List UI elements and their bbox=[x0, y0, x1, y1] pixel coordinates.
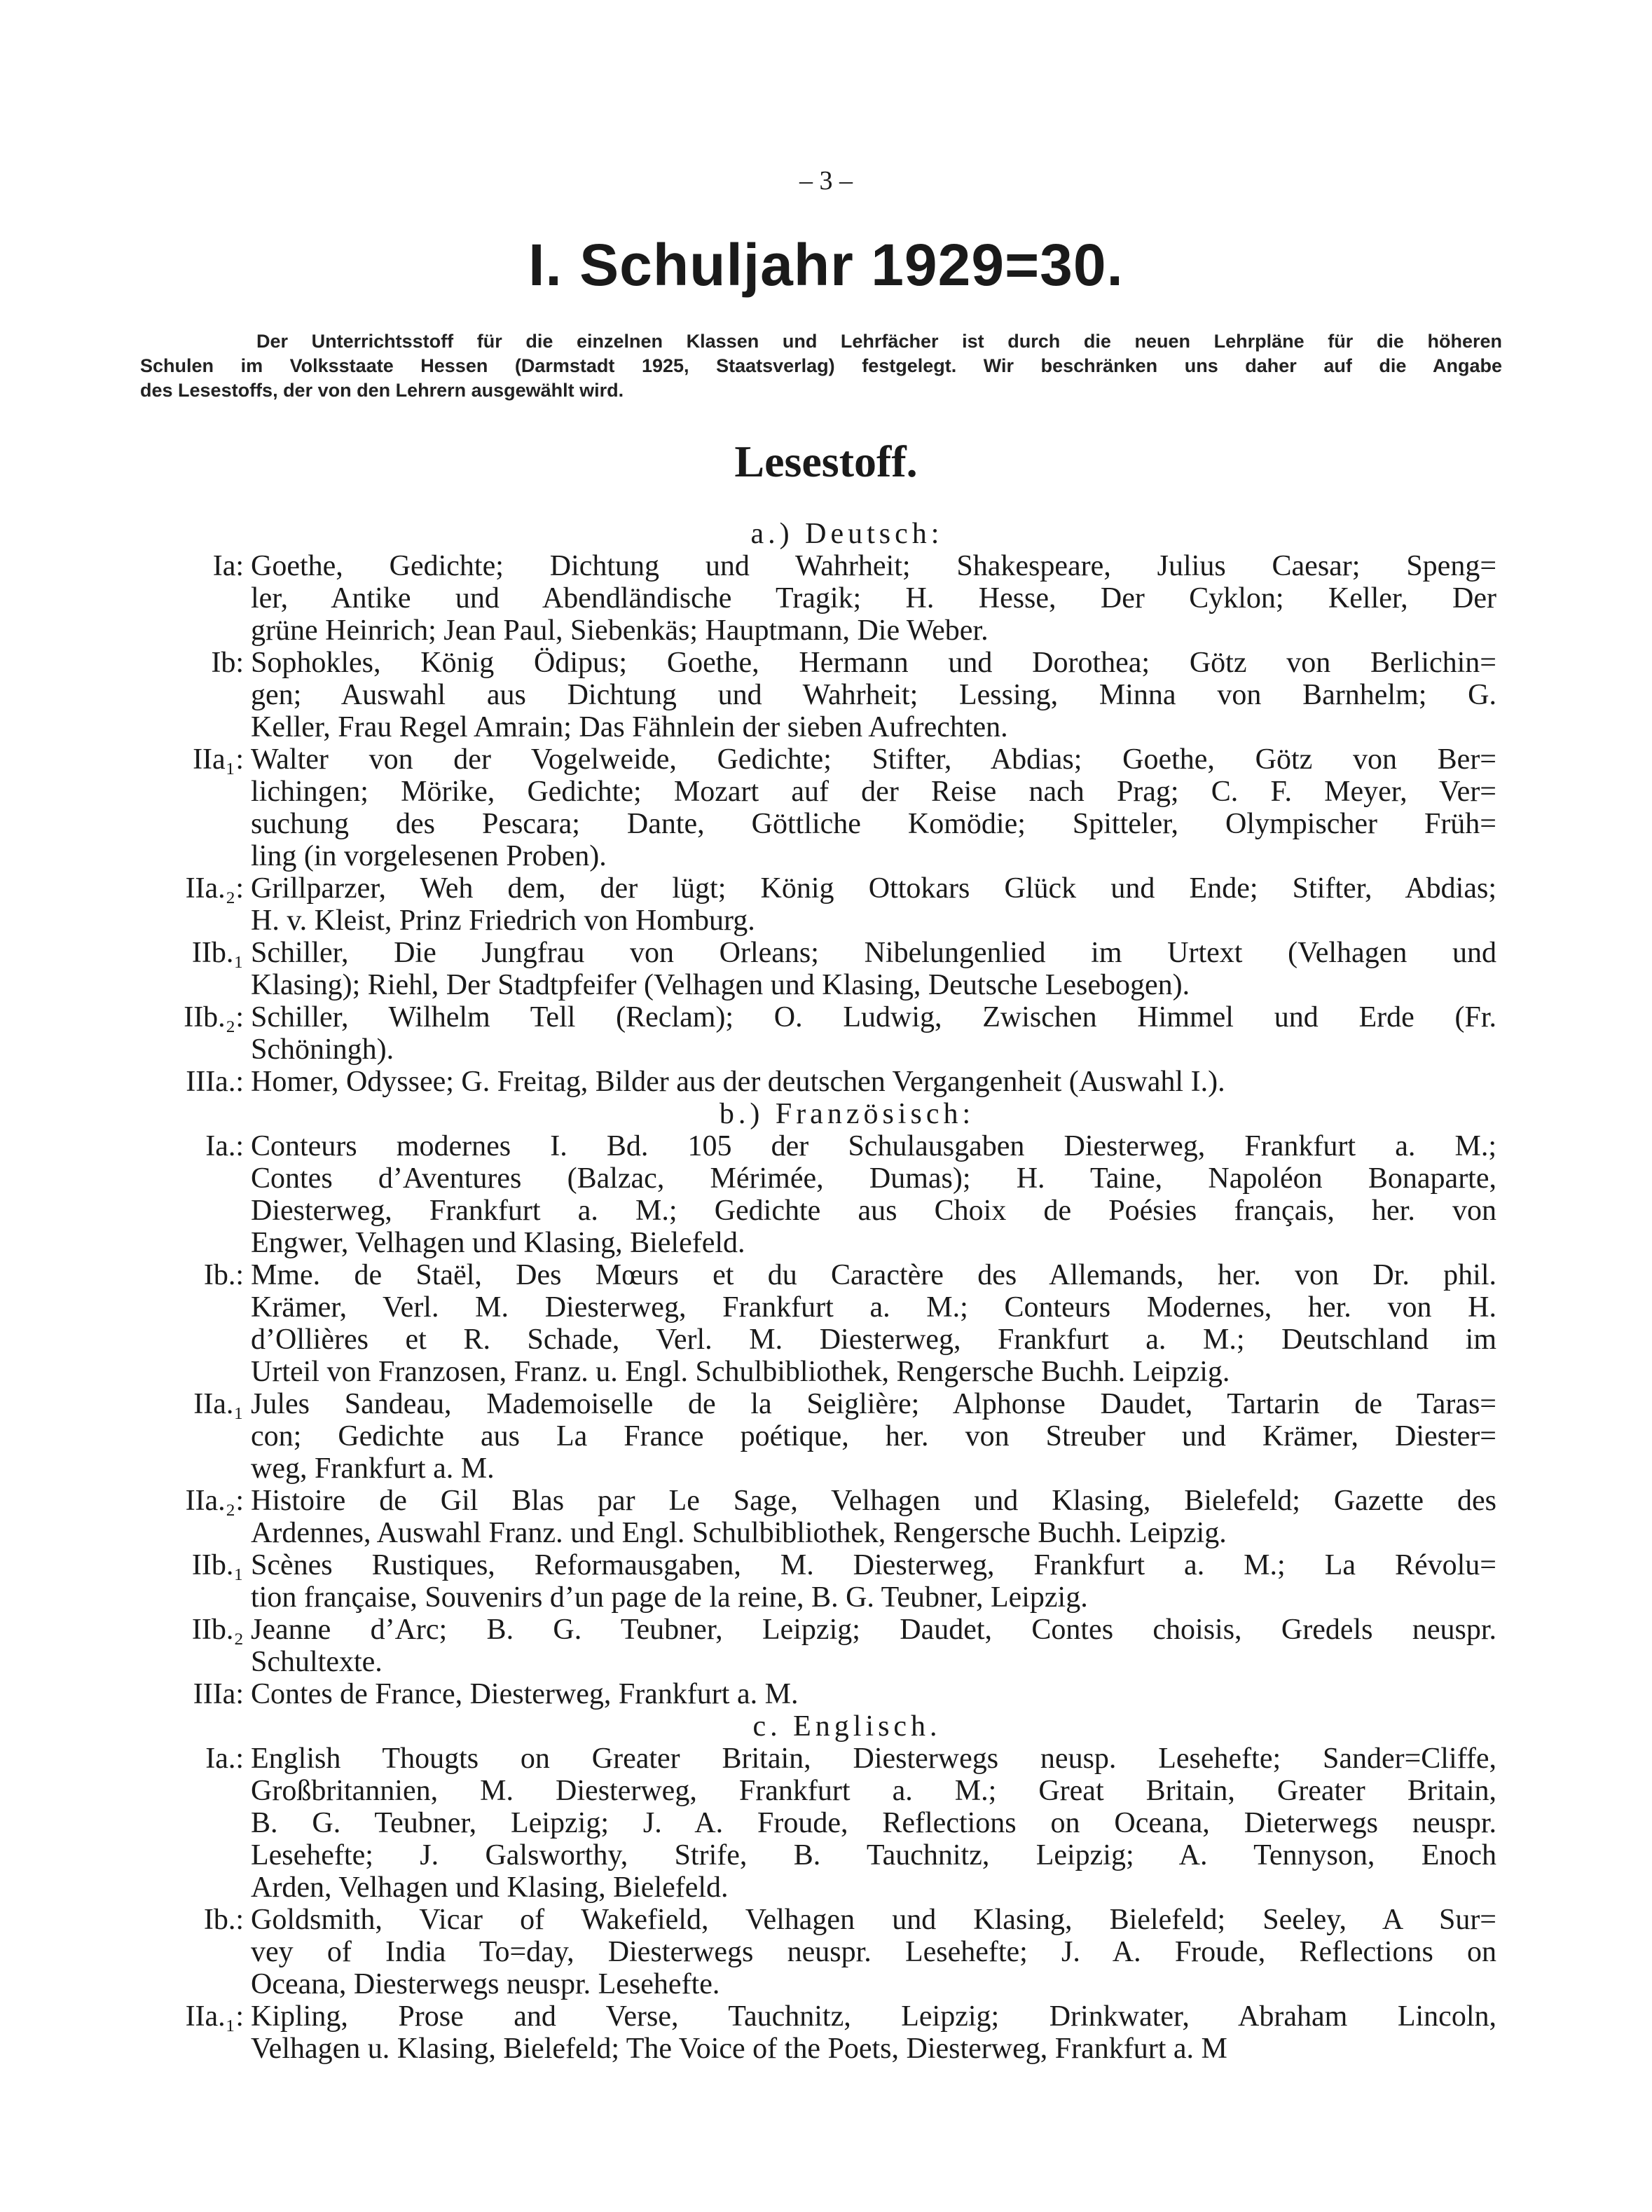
text-line: vey of India To=day, Diesterwegs neuspr. Lesehefte; J. A. Froude, Reflections on bbox=[251, 1936, 1496, 1968]
text-line: Histoire de Gil Blas par Le Sage, Velhagen und Klasing, Bielefeld; Gazette des bbox=[251, 1485, 1496, 1517]
text-line: Sophokles, König Ödipus; Goethe, Hermann und Dorothea; Götz von Berlichin= bbox=[251, 647, 1496, 679]
text-line: Schultexte. bbox=[251, 1646, 383, 1678]
reading-list bbox=[0, 518, 1652, 2065]
class-label: IIIa: bbox=[193, 1678, 244, 1710]
class-label: IIa.₂: bbox=[185, 872, 244, 905]
class-label: IIb.₂: bbox=[184, 1001, 244, 1033]
entry-text bbox=[251, 550, 1496, 647]
text-line: Contes d’Aventures (Balzac, Mérimée, Dumas); H. Taine, Napoléon Bonaparte, bbox=[251, 1162, 1496, 1195]
text-line: Urteil von Franzosen, Franz. u. Engl. Schulbibliothek, Rengersche Buchh. Leipzig. bbox=[251, 1356, 1230, 1388]
text-line: Walter von der Vogelweide, Gedichte; Stifter, Abdias; Goethe, Götz von Ber= bbox=[251, 743, 1496, 776]
text-line: Jeanne d’Arc; B. G. Teubner, Leipzig; Daudet, Contes choisis, Gredels neuspr. bbox=[251, 1614, 1496, 1646]
text-line: Engwer, Velhagen und Klasing, Bielefeld. bbox=[251, 1227, 745, 1259]
text-line: Schiller, Die Jungfrau von Orleans; Nibelungenlied im Urtext (Velhagen und bbox=[251, 937, 1496, 969]
class-entry bbox=[0, 1130, 1652, 1259]
text-line: Jules Sandeau, Mademoiselle de la Seiglière; Alphonse Daudet, Tartarin de Taras= bbox=[251, 1388, 1496, 1420]
text-line: con; Gedichte aus La France poétique, her. von Streuber und Krämer, Diester= bbox=[251, 1420, 1496, 1452]
entry-text bbox=[251, 647, 1496, 743]
text-line: Schöningh). bbox=[251, 1033, 394, 1066]
class-entry bbox=[0, 1614, 1652, 1678]
text-line: Klasing); Riehl, Der Stadtpfeifer (Velhagen und Klasing, Deutsche Lesebogen). bbox=[251, 969, 1190, 1001]
entry-text bbox=[251, 1549, 1496, 1614]
text-line: suchung des Pescara; Dante, Göttliche Komödie; Spitteler, Olympischer Früh= bbox=[251, 808, 1496, 840]
text-line: ler, Antike und Abendländische Tragik; H. Hesse, Der Cyklon; Keller, Der bbox=[251, 582, 1496, 614]
subject-heading: c. Englisch. bbox=[752, 1710, 942, 1743]
text-line: Kipling, Prose and Verse, Tauchnitz, Leipzig; Drinkwater, Abraham Lincoln, bbox=[251, 2000, 1496, 2033]
text-line: Schiller, Wilhelm Tell (Reclam); O. Ludwig, Zwischen Himmel und Erde (Fr. bbox=[251, 1001, 1496, 1033]
entry-text bbox=[251, 1259, 1496, 1388]
text-line: Homer, Odyssee; G. Freitag, Bilder aus der deutschen Vergangenheit (Auswahl I.). bbox=[251, 1066, 1225, 1098]
class-entry bbox=[0, 1549, 1652, 1614]
text-line: Arden, Velhagen und Klasing, Bielefeld. bbox=[251, 1871, 729, 1904]
entry-text bbox=[251, 1485, 1496, 1549]
text-line: Diesterweg, Frankfurt a. M.; Gedichte aus Choix de Poésies français, her. von bbox=[251, 1195, 1496, 1227]
class-entry bbox=[0, 1678, 1652, 1710]
text-line: gen; Auswahl aus Dichtung und Wahrheit; Lessing, Minna von Barnhelm; G. bbox=[251, 679, 1496, 711]
class-label: IIb.₁ bbox=[191, 1549, 244, 1581]
class-label: IIa.₁ bbox=[193, 1388, 244, 1420]
text-line: Velhagen u. Klasing, Bielefeld; The Voice of the Poets, Diesterweg, Frankfurt a. M bbox=[251, 2033, 1227, 2065]
page-title: I. Schuljahr 1929=30. bbox=[528, 232, 1124, 298]
text-line: Grillparzer, Weh dem, der lügt; König Ottokars Glück und Ende; Stifter, Abdias; bbox=[251, 872, 1496, 905]
subject-heading: b.) Französisch: bbox=[719, 1098, 975, 1130]
text-line: Oceana, Diesterwegs neuspr. Lesehefte. bbox=[251, 1968, 720, 2000]
intro-line: des Lesestoffs, der von den Lehrern ausgewählt wird. bbox=[140, 380, 624, 401]
text-line: ling (in vorgelesenen Proben). bbox=[251, 840, 607, 872]
text-line: tion française, Souvenirs d’un page de la reine, B. G. Teubner, Leipzig. bbox=[251, 1581, 1088, 1614]
text-line: weg, Frankfurt a. M. bbox=[251, 1452, 495, 1485]
class-entry bbox=[0, 1066, 1652, 1098]
entry-text bbox=[251, 1678, 1496, 1710]
entry-text bbox=[251, 1130, 1496, 1259]
class-entry bbox=[0, 743, 1652, 872]
class-entry bbox=[0, 647, 1652, 743]
entry-text bbox=[251, 743, 1496, 872]
class-label: IIa.₁: bbox=[185, 2000, 244, 2033]
class-label: Ia: bbox=[212, 550, 244, 582]
class-label: IIb.₂ bbox=[191, 1614, 244, 1646]
text-line: H. v. Kleist, Prinz Friedrich von Homburg. bbox=[251, 905, 755, 937]
class-label: IIIa.: bbox=[186, 1066, 244, 1098]
text-line: Krämer, Verl. M. Diesterweg, Frankfurt a. M.; Conteurs Modernes, her. von H. bbox=[251, 1291, 1496, 1324]
intro-paragraph bbox=[140, 329, 1502, 403]
class-entry bbox=[0, 1904, 1652, 2000]
class-entry bbox=[0, 1388, 1652, 1485]
text-line: B. G. Teubner, Leipzig; J. A. Froude, Reflections on Oceana, Dieterwegs neuspr. bbox=[251, 1807, 1496, 1839]
class-entry bbox=[0, 1001, 1652, 1066]
text-line: Keller, Frau Regel Amrain; Das Fähnlein der sieben Aufrechten. bbox=[251, 711, 1008, 743]
class-entry bbox=[0, 2000, 1652, 2065]
text-line: Mme. de Staël, Des Mœurs et du Caractère des Allemands, her. von Dr. phil. bbox=[251, 1259, 1496, 1291]
text-line: Großbritannien, M. Diesterweg, Frankfurt a. M.; Great Britain, Greater Britain, bbox=[251, 1775, 1496, 1807]
class-entry bbox=[0, 550, 1652, 647]
text-line: Conteurs modernes I. Bd. 105 der Schulausgaben Diesterweg, Frankfurt a. M.; bbox=[251, 1130, 1496, 1162]
text-line: English Thougts on Greater Britain, Diesterwegs neusp. Lesehefte; Sander=Cliffe, bbox=[251, 1743, 1496, 1775]
class-entry bbox=[0, 1485, 1652, 1549]
entry-text bbox=[251, 1614, 1496, 1678]
text-line: d’Ollières et R. Schade, Verl. M. Diesterweg, Frankfurt a. M.; Deutschland im bbox=[251, 1324, 1496, 1356]
text-line: grüne Heinrich; Jean Paul, Siebenkäs; Hauptmann, Die Weber. bbox=[251, 614, 989, 647]
class-label: Ib: bbox=[211, 647, 244, 679]
text-line: lichingen; Mörike, Gedichte; Mozart auf der Reise nach Prag; C. F. Meyer, Ver= bbox=[251, 776, 1496, 808]
page-number: – 3 – bbox=[799, 166, 853, 195]
class-label: Ib.: bbox=[203, 1259, 244, 1291]
section-heading: Lesestoff. bbox=[734, 437, 918, 486]
text-line: Ardennes, Auswahl Franz. und Engl. Schulbibliothek, Rengersche Buchh. Leipzig. bbox=[251, 1517, 1227, 1549]
class-entry bbox=[0, 1259, 1652, 1388]
text-line: Goethe, Gedichte; Dichtung und Wahrheit; Shakespeare, Julius Caesar; Speng= bbox=[251, 550, 1496, 582]
entry-text bbox=[251, 1904, 1496, 2000]
entry-text bbox=[251, 2000, 1496, 2065]
subject-heading: a.) Deutsch: bbox=[750, 518, 944, 550]
class-label: Ia.: bbox=[205, 1130, 244, 1162]
text-line: Goldsmith, Vicar of Wakefield, Velhagen und Klasing, Bielefeld; Seeley, A Sur= bbox=[251, 1904, 1496, 1936]
text-line: Contes de France, Diesterweg, Frankfurt a. M. bbox=[251, 1678, 799, 1710]
class-entry bbox=[0, 1743, 1652, 1904]
entry-text bbox=[251, 1743, 1496, 1904]
entry-text bbox=[251, 1001, 1496, 1066]
intro-line: Schulen im Volksstaate Hessen (Darmstadt 1925, Staatsverlag) festgelegt. Wir beschränken uns daher auf die Angabe bbox=[140, 355, 1502, 376]
entry-text bbox=[251, 1066, 1496, 1098]
class-label: IIb.₁ bbox=[191, 937, 244, 969]
entry-text bbox=[251, 872, 1496, 937]
class-label: Ib.: bbox=[203, 1904, 244, 1936]
class-entry bbox=[0, 872, 1652, 937]
entry-text bbox=[251, 1388, 1496, 1485]
class-label: Ia.: bbox=[205, 1743, 244, 1775]
class-entry bbox=[0, 937, 1652, 1001]
class-label: IIa.₂: bbox=[185, 1485, 244, 1517]
intro-line: Der Unterrichtsstoff für die einzelnen Klassen und Lehrfächer ist durch die neuen Lehrpläne für die höheren bbox=[256, 331, 1502, 352]
text-line: Scènes Rustiques, Reformausgaben, M. Diesterweg, Frankfurt a. M.; La Révolu= bbox=[251, 1549, 1496, 1581]
entry-text bbox=[251, 937, 1496, 1001]
text-line: Lesehefte; J. Galsworthy, Strife, B. Tauchnitz, Leipzig; A. Tennyson, Enoch bbox=[251, 1839, 1496, 1871]
class-label: IIa₁: bbox=[193, 743, 244, 776]
